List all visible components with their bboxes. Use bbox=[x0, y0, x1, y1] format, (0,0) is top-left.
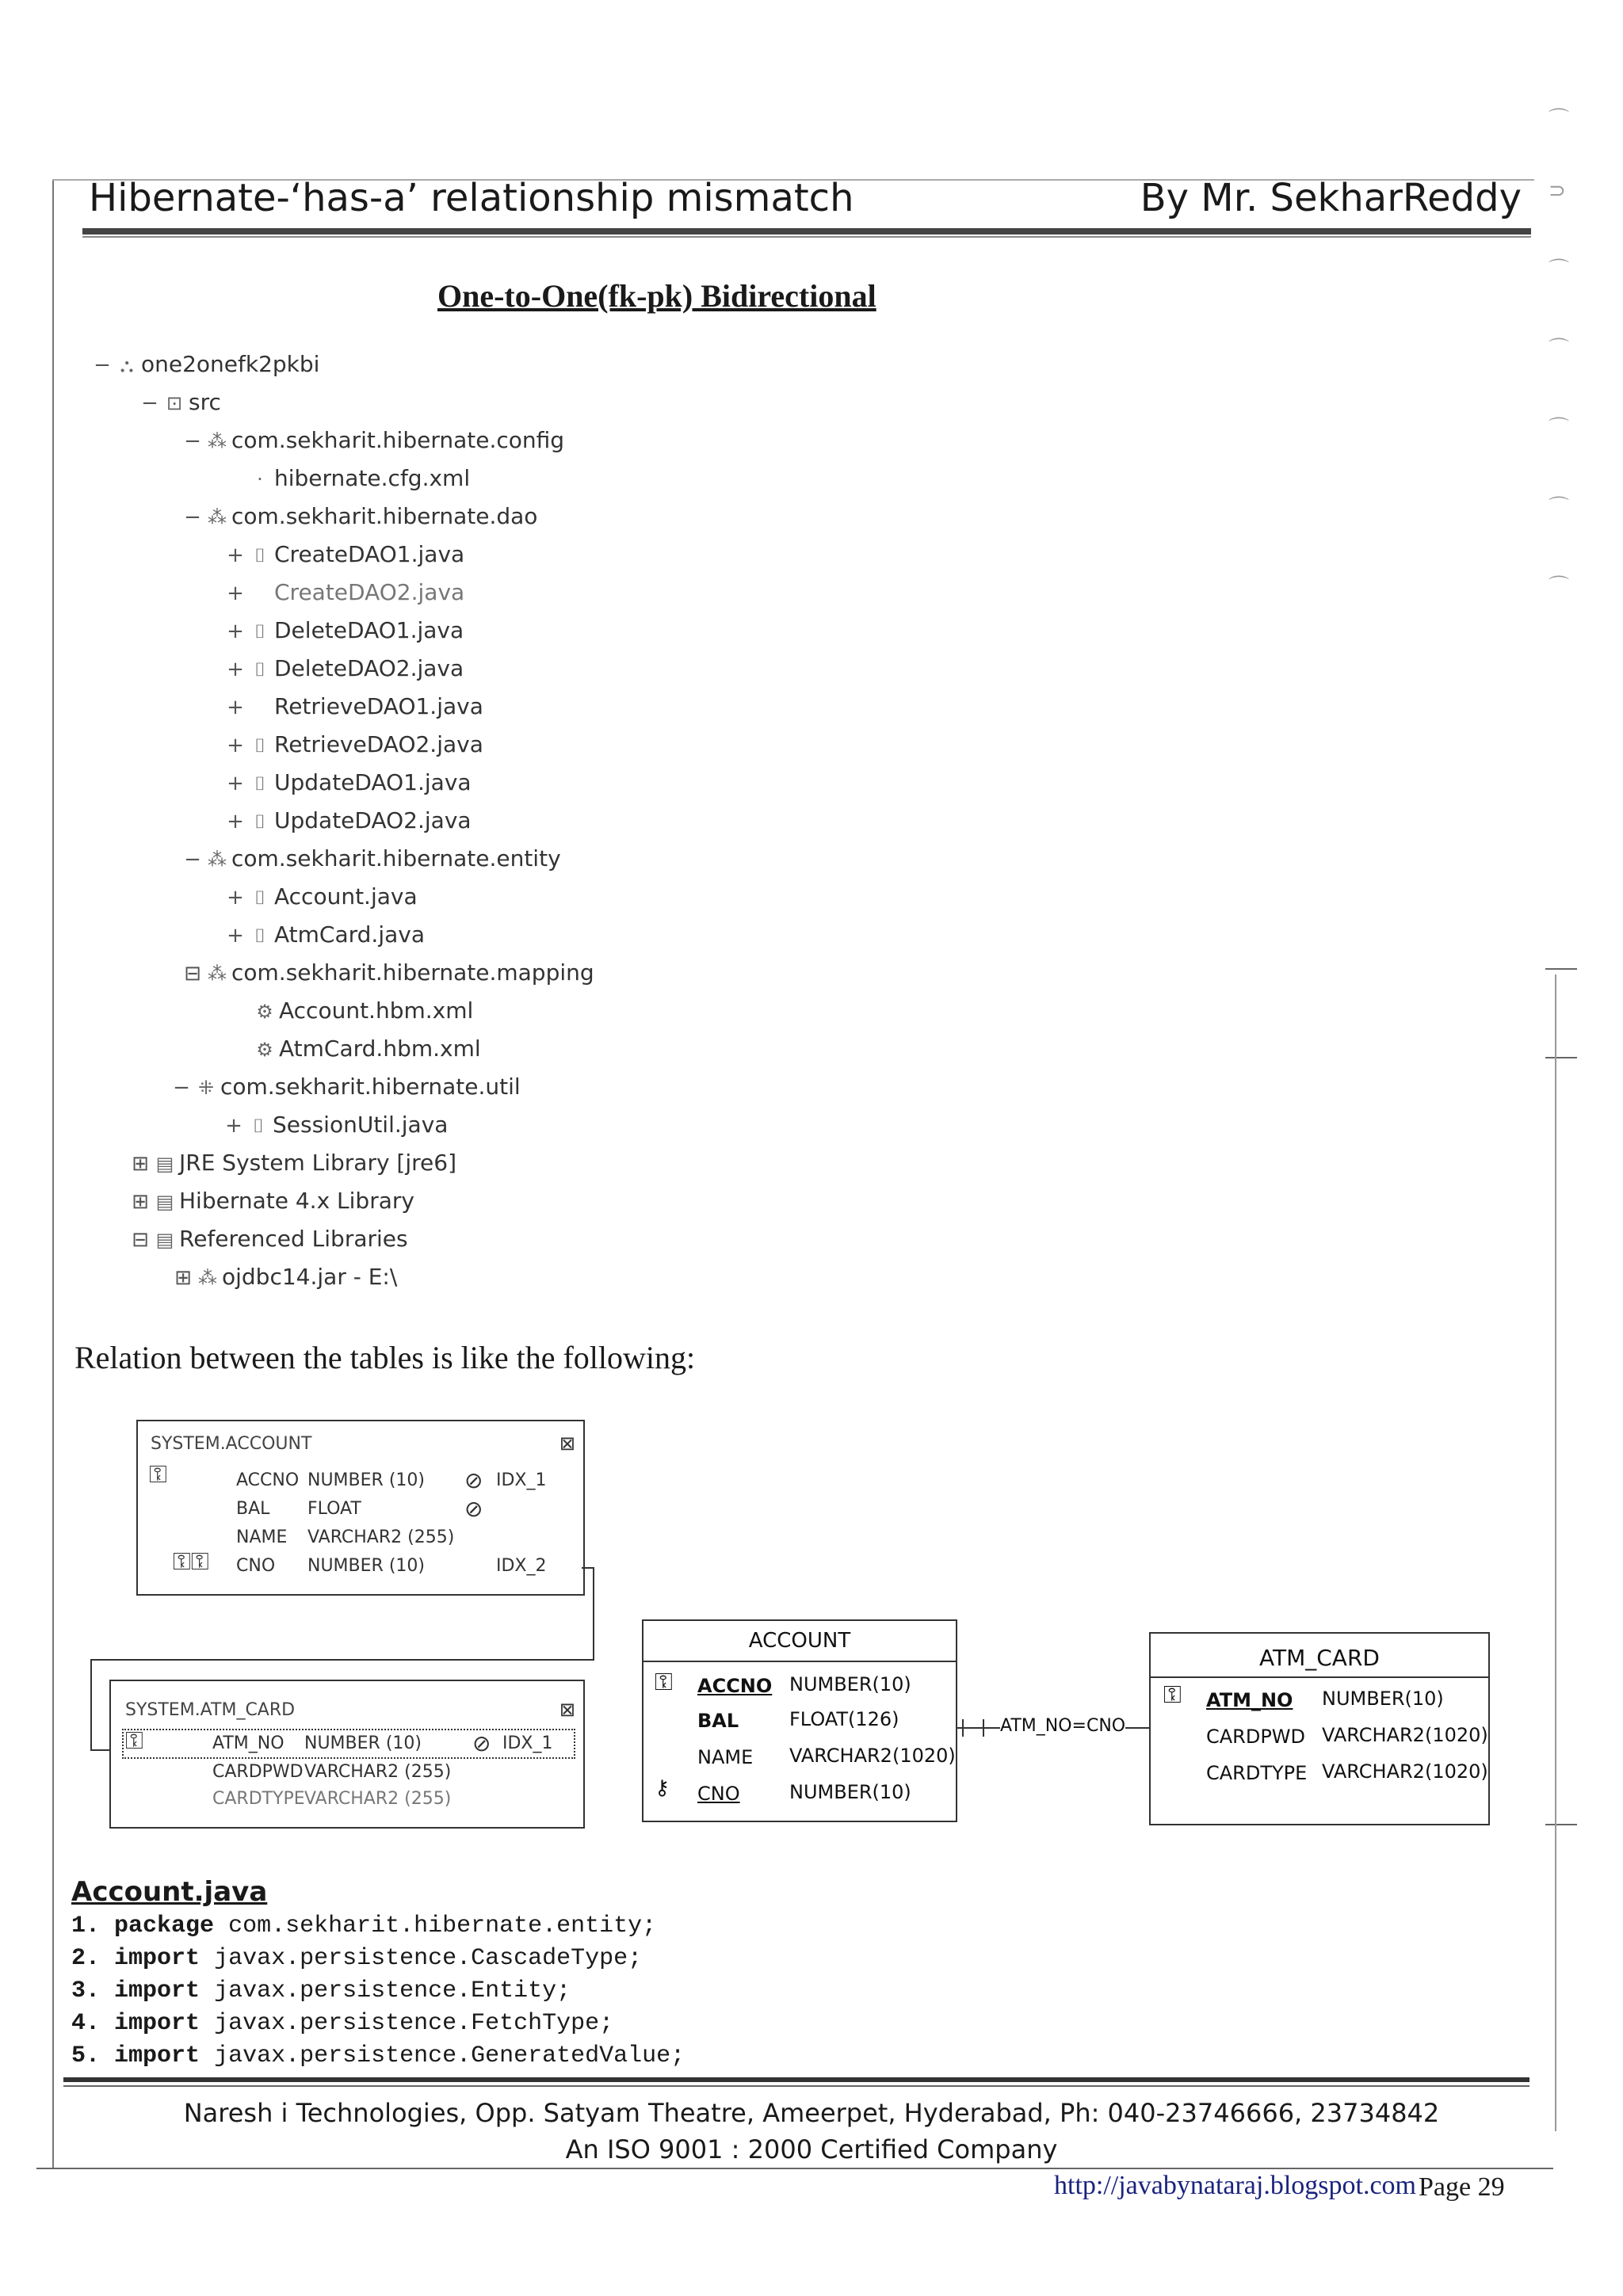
column-type: VARCHAR2(1020) bbox=[1322, 1724, 1488, 1746]
column-type: VARCHAR2(1020) bbox=[789, 1745, 956, 1767]
package-icon: ⁂ bbox=[208, 430, 227, 452]
code-line bbox=[71, 2042, 685, 2069]
account-table-box[interactable] bbox=[642, 1619, 957, 1822]
jar-icon: ⁂ bbox=[198, 1267, 217, 1289]
primary-key-icon: ⚿ bbox=[125, 1727, 143, 1755]
java-file-icon: ⌷ bbox=[254, 658, 266, 681]
index-label: IDX_1 bbox=[502, 1733, 553, 1753]
header-divider-thin bbox=[82, 236, 1531, 238]
expand-toggle-icon[interactable]: + bbox=[227, 810, 244, 833]
tree-item-label: CreateDAO1.java bbox=[274, 541, 465, 567]
tree-item-package[interactable] bbox=[171, 1071, 521, 1103]
margin-mark: ⌒ bbox=[1549, 258, 1570, 281]
project-icon: ⛬ bbox=[120, 354, 134, 376]
tree-item-label: DeleteDAO1.java bbox=[274, 617, 464, 643]
code-text: javax.persistence.GeneratedValue; bbox=[200, 2042, 685, 2069]
section-title: One-to-One(fk-pk) Bidirectional bbox=[437, 278, 876, 314]
footer-certification: An ISO 9001 : 2000 Certified Company bbox=[565, 2134, 1058, 2164]
page-number: Page 29 bbox=[1419, 2172, 1505, 2202]
table-title: ACCOUNT bbox=[748, 1629, 851, 1653]
tree-item-package[interactable] bbox=[182, 957, 594, 989]
tree-item-library[interactable] bbox=[130, 1147, 456, 1179]
system-account-entity-box[interactable] bbox=[136, 1420, 585, 1596]
column-type: VARCHAR2(1020) bbox=[1322, 1760, 1488, 1783]
line-number: 1. bbox=[71, 1913, 101, 1939]
collapse-toggle-icon[interactable]: − bbox=[94, 353, 111, 377]
java-file-icon: ⌷ bbox=[254, 810, 266, 833]
tree-item-file[interactable] bbox=[230, 995, 473, 1027]
package-icon: ⁂ bbox=[208, 849, 227, 871]
column-type: NUMBER (10) bbox=[307, 1556, 425, 1576]
atm-card-table-box[interactable] bbox=[1149, 1632, 1490, 1825]
source-folder-icon: ⊡ bbox=[166, 392, 183, 414]
java-file-icon: ⌷ bbox=[254, 772, 266, 795]
table-title-divider bbox=[1151, 1676, 1488, 1678]
column-name: NAME bbox=[697, 1746, 754, 1768]
tree-item-label: Account.hbm.xml bbox=[279, 997, 474, 1024]
line-number: 5. bbox=[71, 2042, 101, 2069]
index-label: IDX_1 bbox=[496, 1470, 547, 1490]
expand-toggle-icon[interactable]: + bbox=[227, 543, 244, 567]
expand-toggle-icon[interactable]: + bbox=[227, 696, 244, 719]
header-divider bbox=[82, 228, 1531, 235]
margin-mark: ⌒ bbox=[1549, 108, 1570, 131]
column-name: CNO bbox=[697, 1783, 740, 1805]
xml-file-icon: ⚙ bbox=[256, 1001, 273, 1023]
expand-toggle-icon[interactable]: + bbox=[227, 772, 244, 795]
column-type: VARCHAR2 (255) bbox=[304, 1789, 452, 1809]
relation-caption: Relation between the tables is like the following: bbox=[74, 1340, 696, 1375]
tree-item-label: Referenced Libraries bbox=[179, 1226, 408, 1252]
package-icon: ⁂ bbox=[208, 506, 227, 528]
code-text: javax.persistence.CascadeType; bbox=[200, 1945, 643, 1972]
connector-line bbox=[593, 1567, 594, 1661]
expand-toggle-icon[interactable]: + bbox=[227, 658, 244, 681]
code-keyword: import bbox=[114, 1978, 200, 2004]
page-frame-left bbox=[52, 181, 54, 2169]
column-name: ACCNO bbox=[697, 1675, 773, 1697]
collapse-toggle-icon[interactable]: − bbox=[173, 1076, 190, 1100]
column-type: VARCHAR2 (255) bbox=[307, 1527, 455, 1547]
collapse-toggle-icon[interactable]: ⊟ bbox=[184, 962, 201, 986]
footer-url-link[interactable]: http://javabynataraj.blogspot.com bbox=[1054, 2171, 1417, 2200]
tree-item-file[interactable] bbox=[225, 539, 464, 570]
expand-toggle-icon[interactable]: ⊞ bbox=[132, 1152, 149, 1176]
code-line bbox=[71, 1945, 642, 1972]
tree-item-label: com.sekharit.hibernate.entity bbox=[231, 845, 561, 871]
collapse-toggle-icon[interactable]: ⊟ bbox=[132, 1228, 149, 1252]
tree-item-file[interactable] bbox=[225, 805, 472, 837]
tree-item-package[interactable] bbox=[182, 843, 561, 875]
entity-title: SYSTEM.ACCOUNT bbox=[151, 1434, 312, 1454]
tree-item-label: Account.java bbox=[274, 883, 418, 910]
java-file-icon: ⌷ bbox=[252, 1115, 265, 1137]
column-name: CARDTYPE bbox=[1206, 1762, 1308, 1784]
table-icon: ⊠ bbox=[559, 1432, 575, 1455]
expand-toggle-icon[interactable]: ⊞ bbox=[132, 1190, 149, 1214]
code-text: javax.persistence.FetchType; bbox=[200, 2010, 614, 2037]
relationship-line-tick bbox=[983, 1719, 984, 1737]
margin-mark bbox=[1555, 974, 1556, 2131]
java-file-icon: ⌷ bbox=[254, 887, 266, 909]
relationship-label: ATM_NO=CNO bbox=[1000, 1716, 1126, 1736]
not-null-icon: ⊘ bbox=[464, 1496, 483, 1522]
column-name: CARDTYPE bbox=[212, 1789, 305, 1809]
library-icon: ▤ bbox=[155, 1229, 174, 1251]
tree-item-file[interactable] bbox=[225, 615, 464, 646]
tree-item-src[interactable] bbox=[139, 387, 221, 418]
expand-toggle-icon[interactable]: + bbox=[227, 582, 244, 605]
tree-item-label: UpdateDAO2.java bbox=[274, 807, 472, 833]
system-atm-card-entity-box[interactable] bbox=[109, 1680, 585, 1829]
java-file-icon: ⌷ bbox=[254, 925, 266, 947]
code-text: com.sekharit.hibernate.entity; bbox=[214, 1913, 657, 1939]
tree-item-package[interactable] bbox=[182, 501, 537, 532]
package-icon: ⁂ bbox=[208, 963, 227, 985]
column-type: NUMBER(10) bbox=[1322, 1688, 1444, 1710]
library-icon: ▤ bbox=[155, 1191, 174, 1213]
primary-key-icon: ⚿ bbox=[655, 1669, 673, 1696]
tree-item-label: ojdbc14.jar - E:\ bbox=[222, 1264, 398, 1290]
primary-key-icon: ⚿ bbox=[1163, 1681, 1182, 1709]
column-type: NUMBER (10) bbox=[304, 1733, 422, 1753]
tree-item-file[interactable] bbox=[225, 691, 483, 723]
primary-key-icon: ⚿ bbox=[149, 1461, 167, 1489]
tree-item-label: one2onefk2pkbi bbox=[141, 351, 320, 377]
tree-item-file[interactable] bbox=[225, 881, 418, 913]
column-name: BAL bbox=[236, 1499, 270, 1519]
expand-toggle-icon[interactable]: + bbox=[225, 1114, 242, 1138]
java-file-icon: ⌷ bbox=[254, 544, 266, 566]
tree-item-file[interactable] bbox=[225, 463, 470, 494]
code-keyword: package bbox=[114, 1913, 215, 1939]
expand-toggle-icon[interactable]: ⊞ bbox=[174, 1266, 192, 1290]
code-keyword: import bbox=[114, 1945, 200, 1972]
tree-item-label: com.sekharit.hibernate.dao bbox=[231, 503, 538, 529]
library-icon: ▤ bbox=[155, 1153, 174, 1175]
line-number: 2. bbox=[71, 1945, 101, 1972]
column-name: ACCNO bbox=[236, 1470, 300, 1490]
margin-mark: ⌒ bbox=[1549, 417, 1570, 440]
margin-mark: ⊃ bbox=[1549, 179, 1566, 202]
code-keyword: import bbox=[114, 2010, 200, 2037]
package-icon: ⁜ bbox=[197, 1077, 215, 1099]
xml-file-icon: ⚙ bbox=[256, 1039, 273, 1061]
not-null-icon: ⊘ bbox=[464, 1467, 483, 1493]
table-title: ATM_CARD bbox=[1259, 1645, 1380, 1671]
footer-divider-thin bbox=[63, 2085, 1529, 2087]
tree-item-label: UpdateDAO1.java bbox=[274, 769, 472, 795]
tree-item-label: RetrieveDAO1.java bbox=[274, 693, 483, 719]
tree-item-file[interactable] bbox=[225, 767, 472, 799]
table-icon: ⊠ bbox=[559, 1699, 575, 1721]
footer-address: Naresh i Technologies, Opp. Satyam Theatre, Ameerpet, Hyderabad, Ph: 040-23746666, 23734842 bbox=[183, 2098, 1440, 2128]
collapse-toggle-icon[interactable]: − bbox=[184, 848, 201, 871]
margin-mark bbox=[1545, 1824, 1577, 1825]
tree-item-library[interactable] bbox=[130, 1185, 414, 1217]
tree-item-label: Hibernate 4.x Library bbox=[179, 1188, 414, 1214]
expand-toggle-icon[interactable]: + bbox=[227, 734, 244, 757]
tree-item-file[interactable] bbox=[225, 577, 464, 608]
tree-item-package[interactable] bbox=[182, 425, 564, 456]
table-title-divider bbox=[643, 1661, 956, 1662]
expand-toggle-icon[interactable]: + bbox=[227, 924, 244, 948]
tree-item-file[interactable] bbox=[225, 919, 425, 951]
tree-item-file[interactable] bbox=[225, 653, 464, 685]
tree-item-file[interactable] bbox=[230, 1033, 481, 1065]
foreign-key-icon: ⚿⚿ bbox=[173, 1548, 209, 1576]
page-frame-bottom bbox=[36, 2168, 1553, 2169]
column-name: CARDPWD bbox=[212, 1762, 304, 1782]
code-line bbox=[71, 1913, 656, 1939]
entity-title: SYSTEM.ATM_CARD bbox=[125, 1700, 296, 1720]
code-line bbox=[71, 2010, 613, 2037]
tree-item-label: hibernate.cfg.xml bbox=[274, 465, 471, 491]
code-text: javax.persistence.Entity; bbox=[200, 1978, 571, 2004]
tree-item-jar[interactable] bbox=[173, 1261, 397, 1293]
margin-mark: ⌒ bbox=[1549, 338, 1570, 360]
tree-item-label: SessionUtil.java bbox=[273, 1112, 449, 1138]
header-title: Hibernate-‘has-a’ relationship mismatch bbox=[89, 176, 854, 220]
tree-item-label: com.sekharit.hibernate.mapping bbox=[231, 959, 594, 986]
tree-item-project[interactable] bbox=[92, 349, 319, 380]
tree-item-label: src bbox=[189, 389, 221, 415]
code-keyword: import bbox=[114, 2042, 200, 2069]
column-name: CNO bbox=[236, 1556, 276, 1576]
collapse-toggle-icon[interactable]: − bbox=[141, 391, 158, 415]
tree-item-label: DeleteDAO2.java bbox=[274, 655, 464, 681]
tree-item-file[interactable] bbox=[223, 1109, 448, 1141]
code-line bbox=[71, 1978, 571, 2004]
expand-toggle-icon[interactable]: + bbox=[227, 886, 244, 910]
java-file-icon: ⌷ bbox=[254, 734, 266, 757]
column-name: BAL bbox=[697, 1710, 739, 1732]
column-name: NAME bbox=[236, 1527, 288, 1547]
column-type: FLOAT bbox=[307, 1499, 361, 1519]
tree-item-label: com.sekharit.hibernate.util bbox=[220, 1074, 521, 1100]
tree-item-label: com.sekharit.hibernate.config bbox=[231, 427, 565, 453]
column-type: NUMBER(10) bbox=[789, 1673, 911, 1695]
expand-toggle-icon[interactable]: + bbox=[227, 620, 244, 643]
column-type: NUMBER(10) bbox=[789, 1781, 911, 1803]
column-type: VARCHAR2 (255) bbox=[304, 1762, 452, 1782]
tree-item-label: JRE System Library [jre6] bbox=[179, 1150, 456, 1176]
tree-item-label: RetrieveDAO2.java bbox=[274, 731, 483, 757]
tree-item-label: AtmCard.java bbox=[274, 921, 425, 948]
column-name: ATM_NO bbox=[212, 1733, 285, 1753]
xml-file-icon: · bbox=[257, 468, 263, 490]
collapse-toggle-icon[interactable]: − bbox=[184, 429, 201, 453]
column-name: CARDPWD bbox=[1206, 1726, 1306, 1748]
column-type: FLOAT(126) bbox=[789, 1708, 899, 1730]
code-title: Account.java bbox=[71, 1876, 268, 1908]
line-number: 4. bbox=[71, 2010, 101, 2037]
tree-item-label: CreateDAO2.java bbox=[274, 579, 465, 605]
tree-item-file[interactable] bbox=[225, 729, 483, 761]
column-type: NUMBER (10) bbox=[307, 1470, 425, 1490]
margin-mark bbox=[1545, 1057, 1577, 1058]
connector-line bbox=[90, 1659, 92, 1751]
relationship-line-tick bbox=[962, 1719, 964, 1737]
column-name: ATM_NO bbox=[1206, 1689, 1293, 1711]
foreign-key-icon: ⚷ bbox=[655, 1776, 670, 1800]
tree-item-label: AtmCard.hbm.xml bbox=[279, 1035, 481, 1062]
connector-line bbox=[90, 1659, 594, 1661]
not-null-icon: ⊘ bbox=[472, 1730, 491, 1756]
index-label: IDX_2 bbox=[496, 1556, 547, 1576]
margin-mark bbox=[1545, 968, 1577, 970]
margin-mark: ⌒ bbox=[1549, 496, 1570, 519]
tree-item-library[interactable] bbox=[130, 1223, 408, 1255]
java-file-icon: ⌷ bbox=[254, 620, 266, 643]
margin-mark: ⌒ bbox=[1549, 575, 1570, 598]
header-author: By Mr. SekharReddy bbox=[1140, 176, 1522, 220]
collapse-toggle-icon[interactable]: − bbox=[184, 505, 201, 529]
line-number: 3. bbox=[71, 1978, 101, 2004]
footer-divider bbox=[63, 2077, 1529, 2082]
